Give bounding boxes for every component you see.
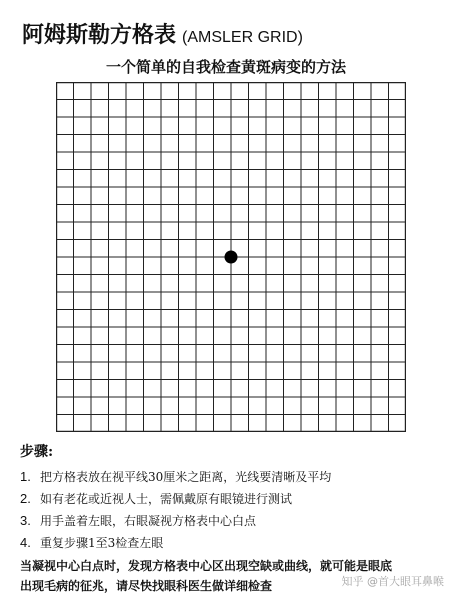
- title-english: (AMSLER GRID): [182, 29, 303, 46]
- step-number: 2.: [20, 491, 31, 506]
- page-title: [22, 22, 303, 50]
- step-item: [20, 532, 331, 554]
- step-number: 3.: [20, 513, 31, 528]
- step-text: 用手盖着左眼，右眼凝视方格表中心白点: [40, 514, 257, 528]
- step-number: 4.: [20, 535, 31, 550]
- watermark: 知乎 @首大眼耳鼻喉: [341, 575, 444, 588]
- title-chinese: 阿姆斯勒方格表: [22, 23, 177, 48]
- step-text: 重复步骤1至3检查左眼: [40, 536, 164, 550]
- step-text: 把方格表放在视平线30厘米之距离，光线要清晰及平均: [40, 470, 332, 484]
- note-line-1: 当凝视中心白点时，发现方格表中心区出现空缺或曲线，就可能是眼底: [20, 559, 393, 573]
- note-line-2: 出现毛病的征兆，请尽快找眼科医生做详细检查: [20, 579, 273, 593]
- steps-list: [20, 466, 331, 554]
- step-text: 如有老花或近视人士，需佩戴原有眼镜进行测试: [40, 492, 293, 506]
- step-item: [20, 466, 331, 488]
- steps-heading: 步骤:: [20, 444, 54, 460]
- amsler-grid: [56, 82, 406, 432]
- center-dot: [225, 251, 238, 264]
- step-item: [20, 510, 331, 532]
- step-number: 1.: [20, 469, 31, 484]
- step-item: [20, 488, 331, 510]
- page-subtitle: 一个简单的自我检查黄斑病变的方法: [105, 58, 346, 76]
- amsler-grid-graphic: [56, 82, 406, 432]
